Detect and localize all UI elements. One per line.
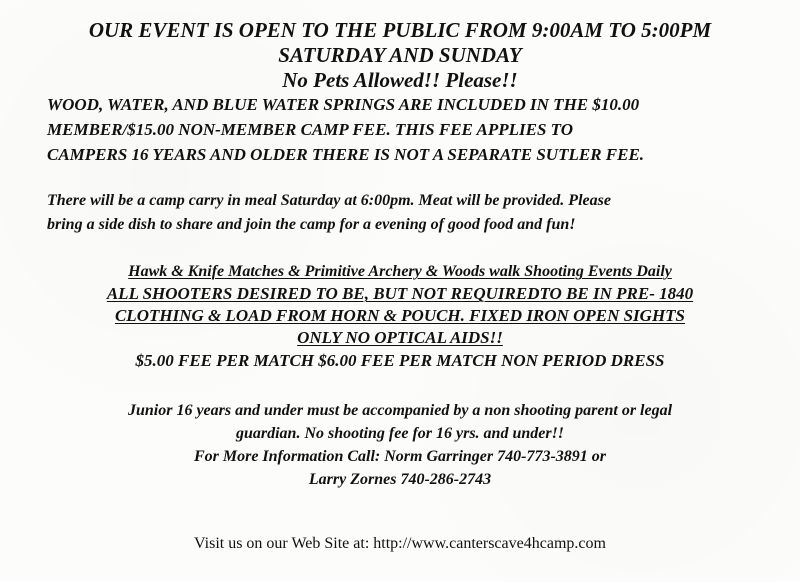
contact-line-2: Larry Zornes 740-286-2743 — [308, 471, 492, 488]
contact-line-1: For More Information Call: Norm Garringer 740-773-3891 or — [193, 448, 607, 465]
public-hours-heading: OUR EVENT IS OPEN TO THE PUBLIC FROM 9:00AM TO 5:00PM — [88, 18, 712, 42]
junior-rule-line-2: guardian. No shooting fee for 16 yrs. and under!! — [235, 425, 565, 442]
camp-fee-text-1: WOOD, WATER, AND BLUE WATER SPRINGS ARE INCLUDED IN THE $10.00 — [47, 95, 640, 114]
camp-fee-text-2: MEMBER/$15.00 NON-MEMBER CAMP FEE. THIS FEE APPLIES TO — [47, 120, 574, 139]
junior-rule-line-1: Junior 16 years and under must be accompanied by a non shooting parent or legal — [127, 402, 673, 419]
no-pets-notice: No Pets Allowed!! Please!! — [282, 68, 518, 92]
shooter-rules-line-1: ALL SHOOTERS DESIRED TO BE, BUT NOT REQUIREDTO BE IN PRE- 1840 — [106, 284, 694, 303]
shooter-rules-line-3: ONLY NO OPTICAL AIDS!! — [297, 328, 503, 347]
match-fee-line: $5.00 FEE PER MATCH $6.00 FEE PER MATCH NON PERIOD DRESS — [135, 351, 665, 370]
camp-fee-text-3: CAMPERS 16 YEARS AND OLDER THERE IS NOT A SEPARATE SUTLER FEE. — [47, 145, 645, 164]
meal-info-1: There will be a camp carry in meal Saturday at 6:00pm. Meat will be provided. Please — [47, 192, 611, 209]
shooter-rules-line-2: CLOTHING & LOAD FROM HORN & POUCH. FIXED IRON OPEN SIGHTS — [114, 306, 686, 325]
event-days-heading: SATURDAY AND SUNDAY — [278, 43, 522, 67]
shooting-events-line: Hawk & Knife Matches & Primitive Archery & Woods walk Shooting Events Daily — [128, 263, 672, 280]
meal-info-2: bring a side dish to share and join the camp for a evening of good food and fun! — [47, 216, 576, 233]
website-line: Visit us on our Web Site at: http://www.canterscave4hcamp.com — [194, 535, 606, 552]
